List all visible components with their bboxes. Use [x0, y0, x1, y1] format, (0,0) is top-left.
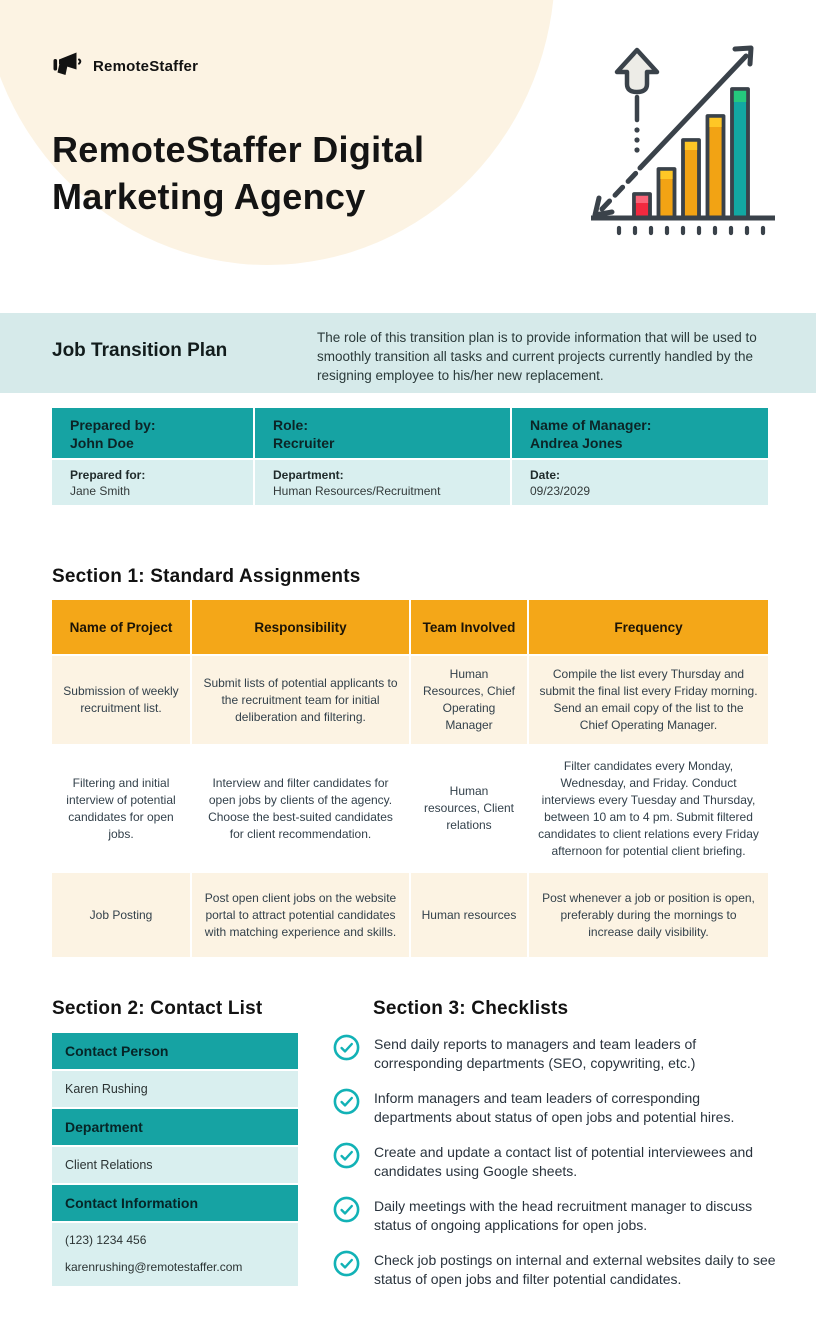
contact-header: Department	[52, 1109, 298, 1145]
table-cell: Human resources	[411, 873, 527, 957]
table-cell: Filtering and initial interview of potential candidates for open jobs.	[52, 746, 190, 871]
meta-manager: Name of Manager: Andrea Jones	[512, 408, 768, 458]
table-cell: Post whenever a job or position is open, preferably during the mornings to increase daily visibility.	[529, 873, 768, 957]
column-header: Responsibility	[192, 600, 409, 654]
brand-name: RemoteStaffer	[93, 58, 199, 75]
column-header: Team Involved	[411, 600, 527, 654]
checklist	[333, 1034, 777, 1288]
section1-heading: Section 1: Standard Assignments	[52, 566, 361, 587]
meta-prepared-by: Prepared by: John Doe	[52, 408, 253, 458]
checklist-item: Daily meetings with the head recruitment manager to discuss status of ongoing applications for open jobs.	[333, 1196, 777, 1234]
check-circle-icon	[333, 1142, 360, 1169]
intro-band	[0, 313, 816, 393]
meta-role: Role: Recruiter	[255, 408, 510, 458]
contact-email: karenrushing@remotestaffer.com	[65, 1260, 243, 1274]
contact-header: Contact Information	[52, 1185, 298, 1221]
checklist-item: Check job postings on internal and external websites daily to see status of open jobs and filter potential candidates.	[333, 1250, 777, 1288]
table-cell: Job Posting	[52, 873, 190, 957]
checklist-item: Send daily reports to managers and team leaders of corresponding departments (SEO, copywriting, etc.)	[333, 1034, 777, 1072]
page-title: RemoteStaffer Digital Marketing Agency	[52, 129, 425, 217]
meta-department: Department: Human Resources/Recruitment	[255, 460, 510, 505]
checklist-item: Create and update a contact list of potential interviewees and candidates using Google sheets.	[333, 1142, 777, 1180]
section3-heading: Section 3: Checklists	[373, 998, 569, 1019]
assignments-table	[52, 600, 768, 957]
megaphone-icon	[52, 50, 82, 83]
table-cell: Human resources, Client relations	[411, 746, 527, 871]
check-circle-icon	[333, 1088, 360, 1115]
column-header: Name of Project	[52, 600, 190, 654]
intro-title: Job Transition Plan	[52, 340, 228, 361]
intro-description: The role of this transition plan is to provide information that will be used to smoothly transition all tasks and current projects currently handled by the resigning employee to his/her new replacement.	[317, 330, 757, 383]
table-cell: Compile the list every Thursday and submit the final list every Friday morning. Send an email copy of the list to the Chief Operating Manager.	[529, 656, 768, 744]
meta-prepared-for: Prepared for: Jane Smith	[52, 460, 253, 505]
contact-header: Contact Person	[52, 1033, 298, 1069]
contact-value: Karen Rushing	[52, 1071, 298, 1107]
table-cell: Filter candidates every Monday, Wednesday, and Friday. Conduct interviews every Tuesday and Thursday, between 10 am to 4 pm. Submit filtered candidates to client relations every Friday afternoon for potential client briefing.	[529, 746, 768, 871]
meta-date: Date: 09/23/2029	[512, 460, 768, 505]
growth-chart-icon	[588, 34, 778, 247]
contact-list	[52, 1033, 298, 1286]
table-cell: Interview and filter candidates for open jobs by clients of the agency. Choose the best-suited candidates for client recommendation.	[192, 746, 409, 871]
brand-logo	[52, 50, 198, 83]
contact-value: Client Relations	[52, 1147, 298, 1183]
checklist-item: Inform managers and team leaders of corresponding departments about status of open jobs and potential hires.	[333, 1088, 777, 1126]
section2-heading: Section 2: Contact List	[52, 998, 263, 1019]
check-circle-icon	[333, 1196, 360, 1223]
table-cell: Human Resources, Chief Operating Manager	[411, 656, 527, 744]
column-header: Frequency	[529, 600, 768, 654]
table-cell: Submission of weekly recruitment list.	[52, 656, 190, 744]
contact-info-block	[52, 1223, 298, 1286]
contact-phone: (123) 1234 456	[65, 1233, 147, 1247]
check-circle-icon	[333, 1034, 360, 1061]
meta-table	[52, 408, 768, 505]
check-circle-icon	[333, 1250, 360, 1277]
table-cell: Submit lists of potential applicants to the recruitment team for initial deliberation and filtering.	[192, 656, 409, 744]
table-cell: Post open client jobs on the website portal to attract potential candidates with matching experience and skills.	[192, 873, 409, 957]
